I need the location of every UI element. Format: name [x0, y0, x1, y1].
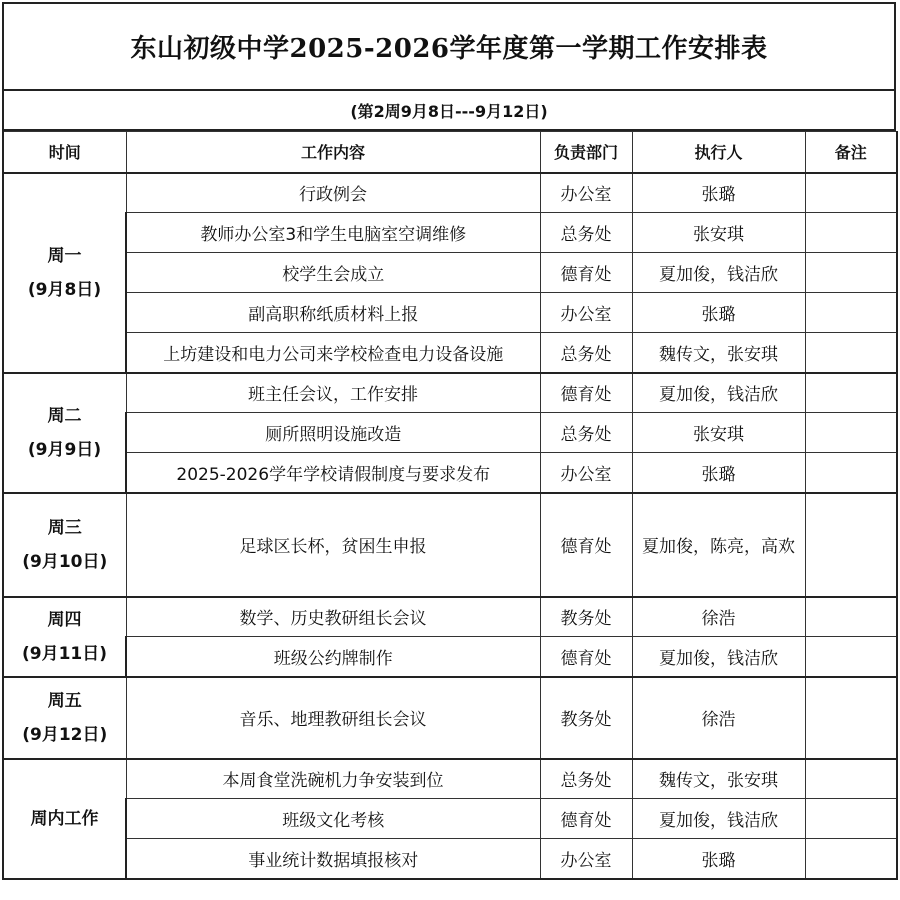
note-cell	[805, 839, 897, 879]
dept-cell: 总务处	[540, 213, 632, 253]
day-date: (9月9日)	[27, 439, 102, 460]
table-row	[3, 293, 897, 333]
task-cell: 教师办公室3和学生电脑室空调维修	[126, 213, 540, 253]
day-cell-thursday	[3, 597, 126, 677]
exec-cell: 张安琪	[632, 213, 805, 253]
day-date: (9月10日)	[22, 551, 108, 572]
task-cell: 本周食堂洗碗机力争安装到位	[126, 759, 540, 799]
header-time: 时间	[3, 132, 126, 173]
dept-cell: 教务处	[540, 677, 632, 759]
task-cell: 班级公约牌制作	[126, 637, 540, 677]
exec-cell: 张璐	[632, 839, 805, 879]
task-cell: 校学生会成立	[126, 253, 540, 293]
day-label: 周三	[47, 517, 82, 538]
task-cell: 音乐、地理教研组长会议	[126, 677, 540, 759]
table-row	[3, 493, 897, 597]
exec-cell: 夏加俊，钱洁欣	[632, 373, 805, 413]
table-row	[3, 677, 897, 759]
header-note: 备注	[805, 132, 897, 173]
task-cell: 班级文化考核	[126, 799, 540, 839]
day-date: (9月12日)	[22, 724, 108, 745]
exec-cell: 魏传文，张安琪	[632, 333, 805, 373]
schedule-table	[2, 131, 898, 880]
task-cell: 上坊建设和电力公司来学校检查电力设备设施	[126, 333, 540, 373]
exec-cell: 夏加俊，钱洁欣	[632, 253, 805, 293]
dept-cell: 办公室	[540, 453, 632, 493]
table-row	[3, 213, 897, 253]
week-subtitle: (第2周9月8日---9月12日)	[2, 91, 896, 131]
dept-cell: 总务处	[540, 333, 632, 373]
note-cell	[805, 293, 897, 333]
table-row	[3, 173, 897, 213]
task-cell: 事业统计数据填报核对	[126, 839, 540, 879]
document-title: 东山初级中学2025-2026学年度第一学期工作安排表	[2, 2, 896, 91]
note-cell	[805, 413, 897, 453]
header-exec: 执行人	[632, 132, 805, 173]
note-cell	[805, 253, 897, 293]
dept-cell: 德育处	[540, 373, 632, 413]
exec-cell: 张璐	[632, 453, 805, 493]
note-cell	[805, 799, 897, 839]
task-cell: 数学、历史教研组长会议	[126, 597, 540, 637]
dept-cell: 德育处	[540, 799, 632, 839]
day-label: 周一	[47, 245, 82, 266]
note-cell	[805, 677, 897, 759]
day-cell-wednesday	[3, 493, 126, 597]
table-row	[3, 453, 897, 493]
day-label: 周内工作	[30, 808, 99, 829]
dept-cell: 办公室	[540, 293, 632, 333]
table-row	[3, 637, 897, 677]
task-cell: 厕所照明设施改造	[126, 413, 540, 453]
task-cell: 班主任会议，工作安排	[126, 373, 540, 413]
dept-cell: 总务处	[540, 413, 632, 453]
table-row	[3, 759, 897, 799]
task-cell: 2025-2026学年学校请假制度与要求发布	[126, 453, 540, 493]
day-date: (9月8日)	[27, 279, 102, 300]
note-cell	[805, 373, 897, 413]
dept-cell: 总务处	[540, 759, 632, 799]
day-cell-monday	[3, 173, 126, 373]
table-row	[3, 839, 897, 879]
table-row	[3, 413, 897, 453]
header-dept: 负责部门	[540, 132, 632, 173]
note-cell	[805, 493, 897, 597]
note-cell	[805, 213, 897, 253]
dept-cell: 办公室	[540, 839, 632, 879]
exec-cell: 夏加俊，钱洁欣	[632, 637, 805, 677]
exec-cell: 夏加俊，钱洁欣	[632, 799, 805, 839]
day-label: 周二	[47, 405, 82, 426]
task-cell: 行政例会	[126, 173, 540, 213]
table-row	[3, 253, 897, 293]
task-cell: 副高职称纸质材料上报	[126, 293, 540, 333]
dept-cell: 德育处	[540, 637, 632, 677]
day-label: 周五	[47, 690, 82, 711]
exec-cell: 夏加俊，陈亮，高欢	[632, 493, 805, 597]
table-row	[3, 799, 897, 839]
dept-cell: 德育处	[540, 253, 632, 293]
note-cell	[805, 173, 897, 213]
dept-cell: 办公室	[540, 173, 632, 213]
note-cell	[805, 759, 897, 799]
note-cell	[805, 637, 897, 677]
table-header-row	[3, 132, 897, 173]
day-cell-tuesday	[3, 373, 126, 493]
table-row	[3, 373, 897, 413]
header-task: 工作内容	[126, 132, 540, 173]
note-cell	[805, 333, 897, 373]
dept-cell: 德育处	[540, 493, 632, 597]
day-cell-friday	[3, 677, 126, 759]
day-label: 周四	[47, 609, 82, 630]
note-cell	[805, 597, 897, 637]
exec-cell: 张璐	[632, 293, 805, 333]
day-cell-weekly	[3, 759, 126, 879]
day-date: (9月11日)	[21, 643, 108, 664]
exec-cell: 徐浩	[632, 677, 805, 759]
exec-cell: 张璐	[632, 173, 805, 213]
dept-cell: 教务处	[540, 597, 632, 637]
exec-cell: 魏传文，张安琪	[632, 759, 805, 799]
table-row	[3, 597, 897, 637]
task-cell: 足球区长杯，贫困生申报	[126, 493, 540, 597]
exec-cell: 张安琪	[632, 413, 805, 453]
table-row	[3, 333, 897, 373]
note-cell	[805, 453, 897, 493]
exec-cell: 徐浩	[632, 597, 805, 637]
